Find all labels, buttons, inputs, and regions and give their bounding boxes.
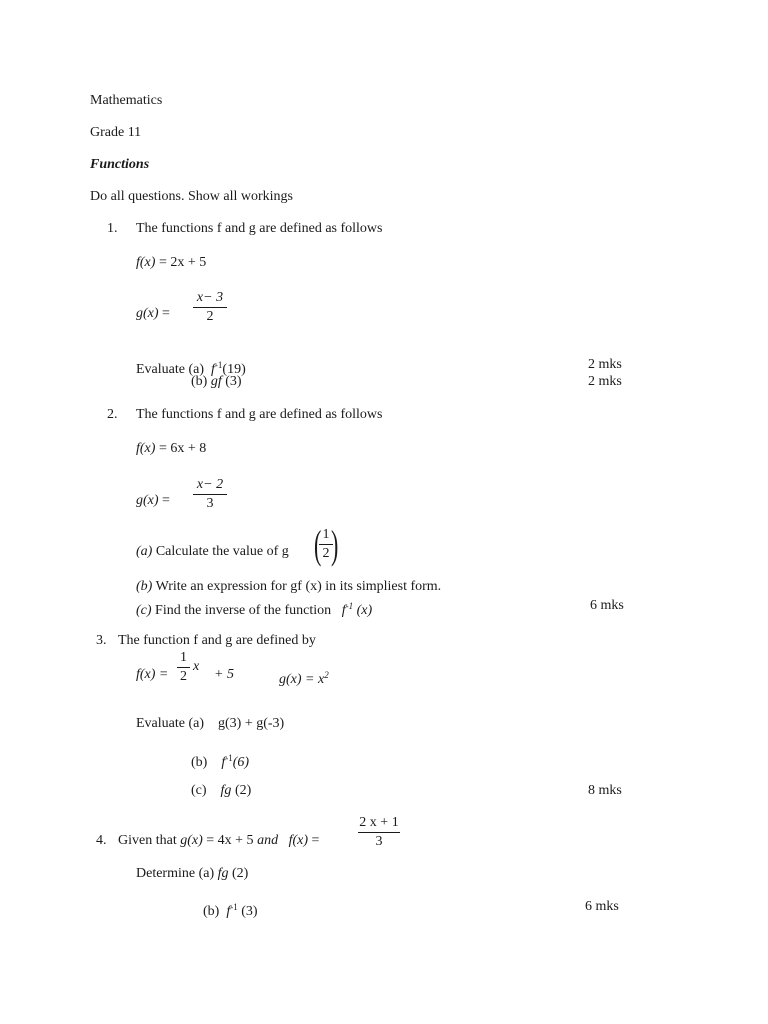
q2-g-eq: =: [162, 493, 170, 508]
fraction-bar: [193, 494, 227, 495]
q4-and: and: [257, 833, 279, 848]
q1-f-lhs: f(x): [136, 255, 156, 270]
q4-b-sup: -1: [230, 902, 238, 912]
grade-heading: Grade 11: [90, 125, 142, 140]
q2-marks: 6 mks: [590, 598, 624, 613]
q2-g-numerator: x− 2: [196, 477, 224, 492]
q3-c-arg: (2): [234, 783, 252, 798]
topic-heading: Functions: [90, 157, 150, 172]
q1-g-definition: [136, 306, 170, 322]
q1-g-lhs: g(x): [136, 306, 159, 321]
q4-part-b: [203, 899, 258, 920]
q3-a-expr: g(3) + g(-3): [218, 716, 285, 731]
q3-c-expr: fg: [220, 783, 232, 798]
q1-g-eq: =: [162, 306, 170, 321]
q4-part-a: [136, 866, 248, 882]
q3-g-sup: 2: [324, 670, 329, 680]
q4-a-arg: (2): [232, 866, 249, 881]
q3-b-arg: (6): [232, 755, 250, 770]
q1-g-denominator: 2: [206, 309, 214, 324]
q1-b-label: (b): [191, 374, 208, 389]
q4-f-eq: =: [311, 833, 320, 848]
q3-stem: The function f and g are defined by: [118, 633, 316, 648]
fraction-bar: [177, 667, 190, 668]
q3-f-plus: + 5: [214, 667, 234, 682]
q3-f-fraction: [177, 650, 190, 685]
q4-a-expr: fg: [217, 866, 229, 881]
q3-f-lhs: f(x) =: [136, 667, 169, 682]
q2-g-lhs: g(x): [136, 493, 159, 508]
q2-b-label: (b): [136, 579, 153, 594]
fraction-bar: [193, 307, 227, 308]
q3-f-numerator: 1: [180, 650, 187, 665]
q2-g-denominator: 3: [206, 496, 214, 511]
q3-part-a: [136, 716, 284, 732]
q4-f-fraction: [358, 815, 400, 850]
q4-determine-label: Determine (a): [136, 866, 215, 881]
q3-f-denominator: 2: [180, 669, 187, 684]
q1-number: 1.: [107, 221, 118, 236]
q3-g-lhs: g(x) = x: [279, 672, 325, 687]
q2-a-label: (a): [136, 544, 153, 559]
q2-g-definition: [136, 493, 170, 509]
q1-g-numerator: x− 3: [196, 290, 224, 305]
q2-part-c: [136, 598, 372, 619]
q1-marks-a: 2 mks: [588, 357, 622, 372]
q1-g-fraction: [193, 290, 227, 325]
q1-f-rhs: = 2x + 5: [158, 255, 207, 270]
q1-b-expr: gf: [210, 374, 222, 389]
q2-g-fraction: [193, 477, 227, 512]
q3-c-label: (c): [191, 783, 207, 798]
q4-b-f: f: [226, 904, 231, 919]
q3-b-sup: -1: [225, 753, 233, 763]
q4-marks: 6 mks: [585, 899, 619, 914]
q4-g-rhs: = 4x + 5: [206, 833, 254, 848]
q3-f-x: x: [193, 659, 200, 674]
q2-c-label: (c): [136, 603, 152, 618]
q2-c-arg: (x): [356, 603, 373, 618]
q3-g-definition: [279, 667, 329, 688]
q2-b-text: Write an expression for gf (x) in its simpliest form.: [155, 579, 442, 594]
q4-f-numerator: 2 x + 1: [359, 815, 399, 830]
q2-number: 2.: [107, 407, 118, 422]
q1-a-sup: -1: [214, 360, 223, 370]
q3-evaluate-label: Evaluate (a): [136, 716, 205, 731]
q1-marks-b: 2 mks: [588, 374, 622, 389]
q1-a-arg: (19): [222, 362, 246, 377]
q2-a-text: Calculate the value of g: [155, 544, 289, 559]
q2-f-definition: [136, 441, 206, 457]
q2-a-numerator: 1: [322, 527, 330, 542]
q4-stem-lead: Given that: [118, 833, 177, 848]
q2-f-rhs: = 6x + 8: [158, 441, 207, 456]
q1-b-arg: (3): [225, 374, 242, 389]
q2-c-text: Find the inverse of the function: [155, 603, 332, 618]
q2-a-denominator: 2: [322, 546, 330, 561]
q1-a-f: f: [211, 362, 215, 377]
q1-stem: The functions f and g are defined as follows: [136, 221, 383, 236]
q1-evaluate-label: Evaluate (a): [136, 362, 205, 377]
q2-stem: The functions f and g are defined as follows: [136, 407, 383, 422]
q3-number: 3.: [96, 633, 107, 648]
left-paren: (: [313, 522, 322, 567]
q4-f-denominator: 3: [375, 834, 383, 849]
q4-g-def: g(x): [180, 833, 203, 848]
q3-part-c: [191, 783, 251, 799]
q2-c-sup: -1: [345, 601, 354, 611]
q4-b-arg: (3): [241, 904, 258, 919]
q2-f-lhs: f(x): [136, 441, 156, 456]
q1-f-definition: [136, 255, 206, 271]
q4-b-label: (b): [203, 904, 220, 919]
q3-b-label: (b): [191, 755, 208, 770]
subject-heading: Mathematics: [90, 93, 163, 108]
q3-b-f: f: [221, 755, 226, 770]
q4-stem: [118, 833, 319, 849]
q2-c-f: f: [341, 603, 346, 618]
instructions: Do all questions. Show all workings: [90, 189, 293, 204]
q2-part-b: [136, 579, 441, 595]
q3-marks: 8 mks: [588, 783, 622, 798]
right-paren: ): [330, 522, 339, 567]
fraction-bar: [358, 832, 400, 833]
q1-part-b: [191, 374, 242, 390]
q4-number: 4.: [96, 833, 107, 848]
q2-part-a: [136, 544, 289, 560]
q3-part-b: [191, 750, 249, 771]
q4-f-def: f(x): [288, 833, 308, 848]
